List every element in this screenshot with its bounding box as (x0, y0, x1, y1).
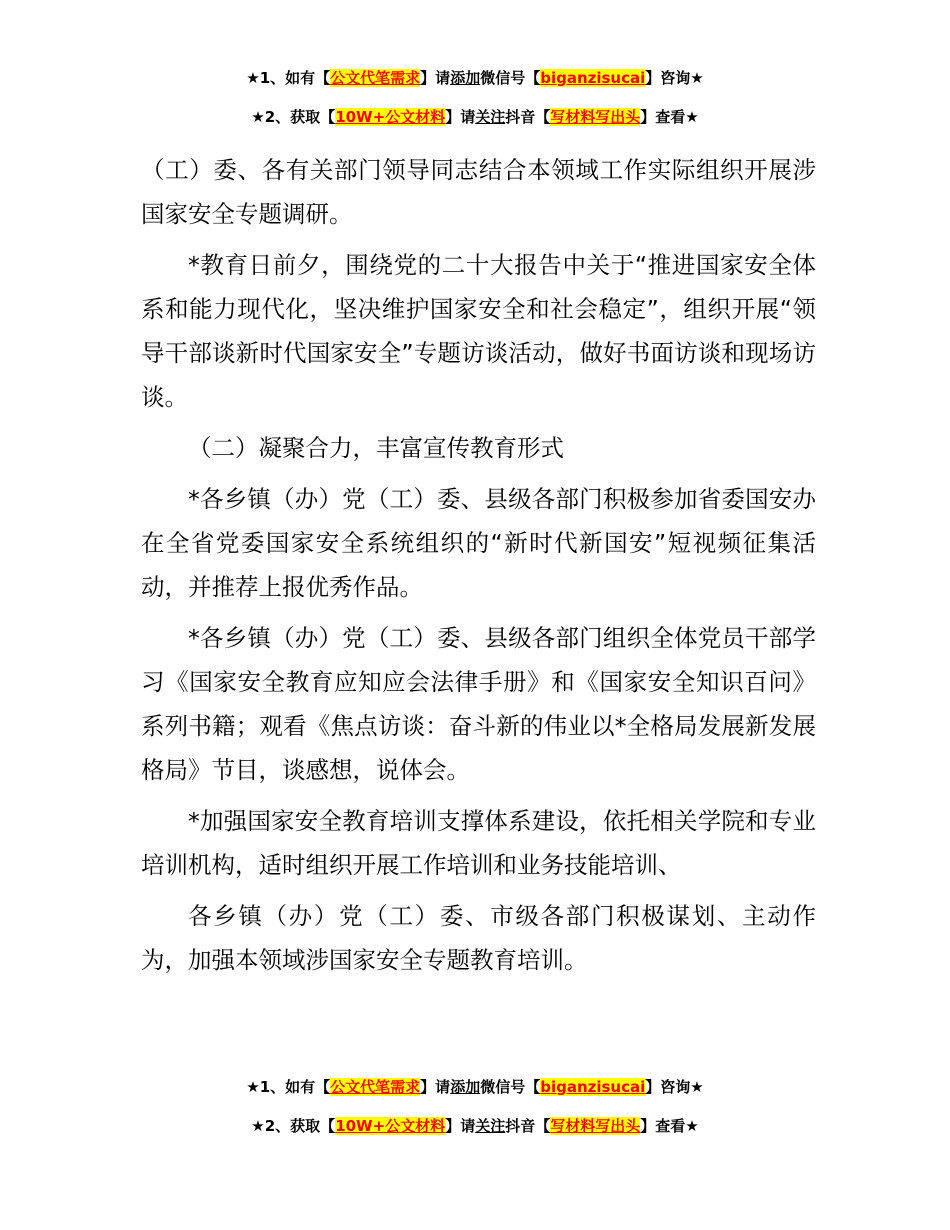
footer-line1-prefix: ★1、如有【 (246, 1078, 331, 1096)
paragraph-interview-activity: *教育日前夕，围绕党的二十大报告中关于“推进国家安全体系和能力现代化，坚决维护国家安全和社会稳定”，组织开展“领导干部谈新时代国家安全”专题访谈活动，做好书面访谈和现场访谈。 (141, 251, 816, 411)
header-line2-suffix: 】查看★ (640, 108, 699, 126)
footer-line1-highlight-service: 公文代笔需求 (330, 1078, 421, 1096)
header-line2-highlight-materials: 10W+公文材料 (335, 108, 446, 126)
footer-line1-highlight-wechat: biganzisucai (540, 1078, 646, 1096)
section-heading-2: （二）凝聚合力，丰富宣传教育形式 (188, 434, 564, 462)
footer-line2-highlight-douyin: 写材料写出头 (550, 1117, 641, 1135)
paragraph-video-collection: *各乡镇（办）党（工）委、县级各部门积极参加省委国安办在全省党委国家安全系统组织的“新时代新国安”短视频征集活动，并推荐上报优秀作品。 (141, 485, 816, 601)
paragraph-training-system: *加强国家安全教育培训支撑体系建设，依托相关学院和专业培训机构，适时组织开展工作培训和业务技能培训、 (141, 807, 816, 879)
footer-line2-prefix: ★2、获取【 (251, 1117, 336, 1135)
paragraph-continuation: （工）委、各有关部门领导同志结合本领域工作实际组织开展涉国家安全专题调研。 (141, 156, 816, 228)
footer-line1-suffix: 】咨询★ (645, 1078, 704, 1096)
header-line1-underlined: 添加 (450, 69, 481, 87)
header-line1-mid: 】请 (420, 69, 451, 87)
footer-line2-underlined: 关注 (475, 1117, 506, 1135)
document-body (141, 148, 816, 989)
header-line1-suffix: 】咨询★ (645, 69, 704, 87)
header-line1-highlight-service: 公文代笔需求 (330, 69, 421, 87)
footer-line2-suffix: 】查看★ (640, 1117, 699, 1135)
footer-line1-mid2: 微信号【 (480, 1078, 541, 1096)
footer-line1-underlined: 添加 (450, 1078, 481, 1096)
paragraph-special-training: 各乡镇（办）党（工）委、市级各部门积极谋划、主动作为，加强本领域涉国家安全专题教育培训。 (141, 902, 816, 974)
header-line2-highlight-douyin: 写材料写出头 (550, 108, 641, 126)
header-line2-mid: 】请 (445, 108, 476, 126)
footer-line2-mid: 】请 (445, 1117, 476, 1135)
header-line1-mid2: 微信号【 (480, 69, 541, 87)
header-line2-mid2: 抖音【 (505, 108, 551, 126)
header-line2-prefix: ★2、获取【 (251, 108, 336, 126)
footer-line2-highlight-materials: 10W+公文材料 (335, 1117, 446, 1135)
footer-promo-line-1 (0, 1076, 950, 1098)
header-promo-line-2 (0, 106, 950, 128)
footer-promo-line-2 (0, 1115, 950, 1137)
footer-line1-mid: 】请 (420, 1078, 451, 1096)
footer-line2-mid2: 抖音【 (505, 1117, 551, 1135)
header-line1-highlight-wechat: biganzisucai (540, 69, 646, 87)
paragraph-study-books: *各乡镇（办）党（工）委、县级各部门组织全体党员干部学习《国家安全教育应知应会法律手册》和《国家安全知识百问》系列书籍；观看《焦点访谈：奋斗新的伟业以*全格局发展新发展格局》节目，谈感想，说体会。 (141, 624, 816, 784)
header-line2-underlined: 关注 (475, 108, 506, 126)
header-line1-prefix: ★1、如有【 (246, 69, 331, 87)
header-promo-line-1 (0, 67, 950, 89)
